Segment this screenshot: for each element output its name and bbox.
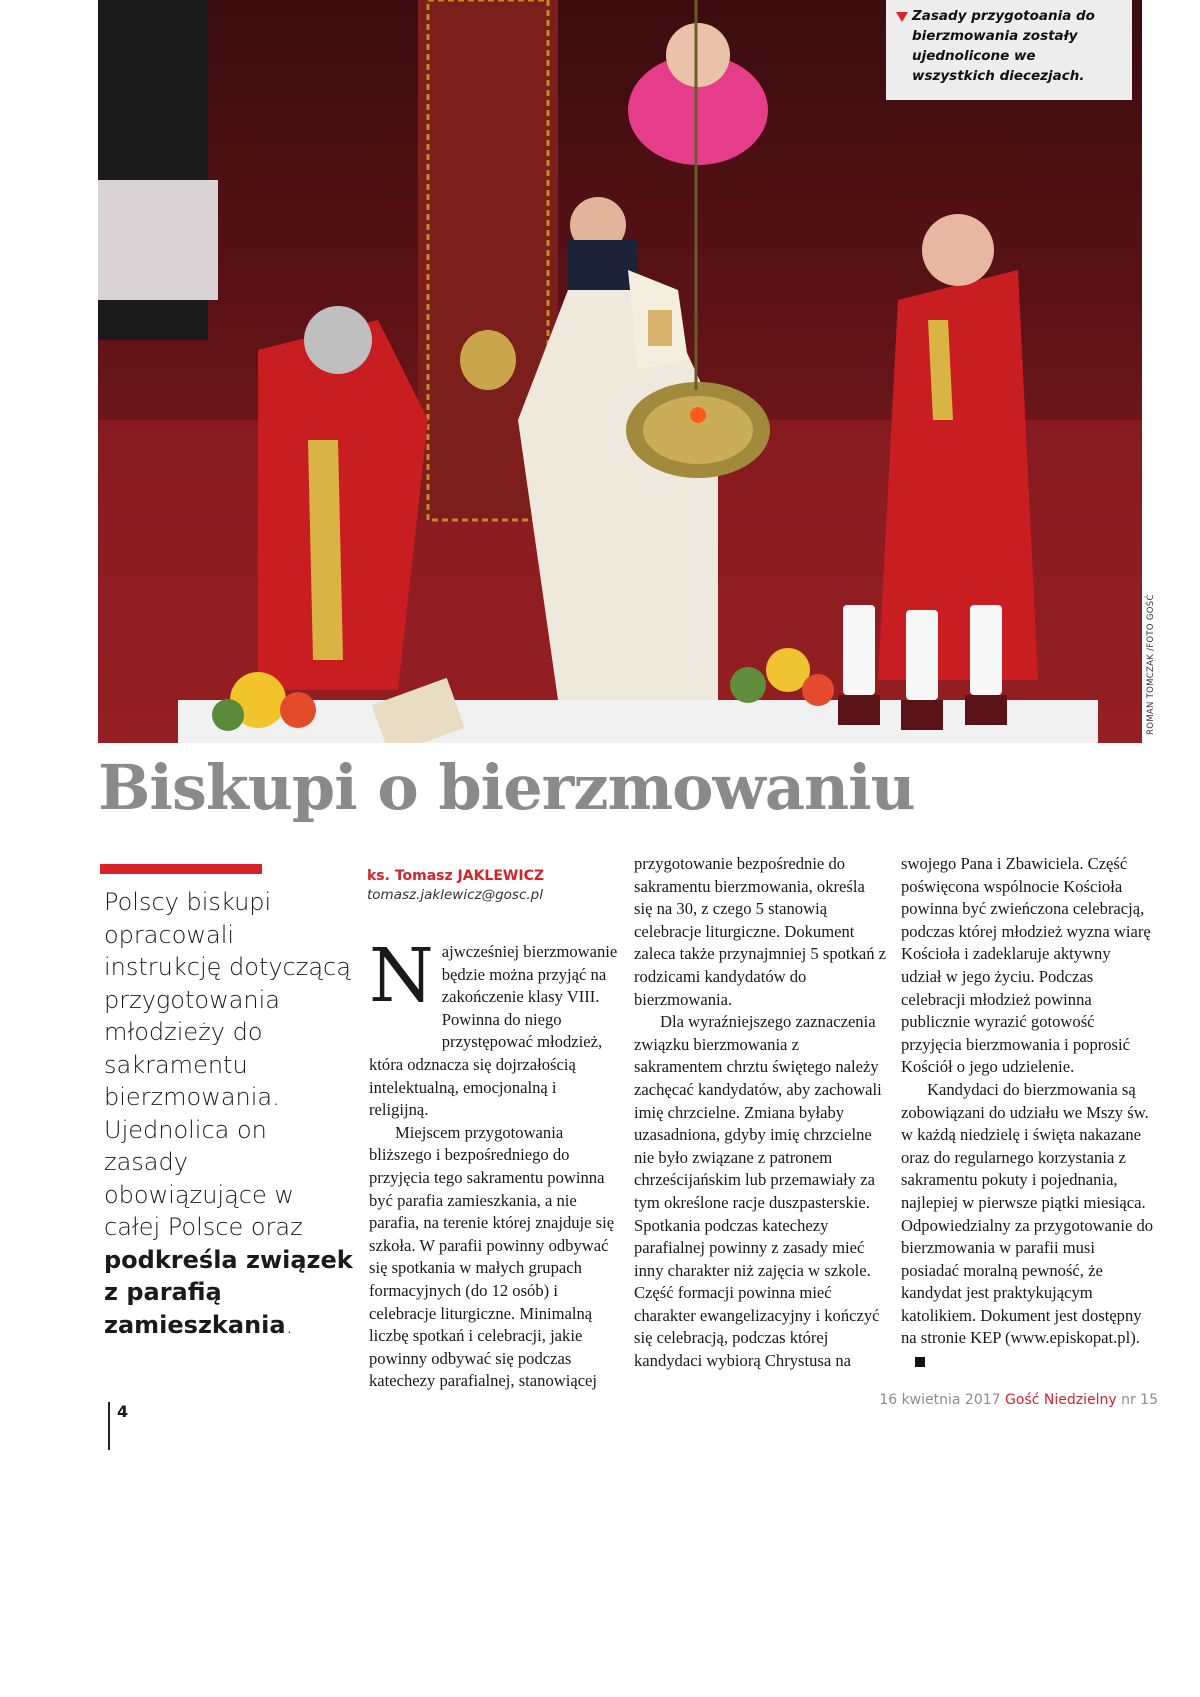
article-column-3 <box>901 853 1155 1373</box>
article-column-1 <box>369 933 619 1393</box>
issue-date: 16 kwietnia 2017 <box>879 1392 1001 1408</box>
author-email: tomasz.jaklewicz@gosc.pl <box>367 887 543 903</box>
page-number-rule <box>108 1402 110 1450</box>
lead-text: Polscy biskupi opracowali instrukcję dotyczącą przygotowania młodzieży do sakramentu bierzmowania. Ujednolica on zasady obowiązujące w całej Polsce oraz <box>104 888 351 1241</box>
lead-emphasis: podkreśla związek z parafią zamieszkania <box>104 1245 353 1339</box>
paragraph: swojego Pana i Zbawiciela. Część poświęcona wspólnocie Kościoła powinna być zwieńczona celebracją, podczas której młodzież wyzna wiarę Kościoła i zadeklaruje aktywny udział w jego życiu. Podczas celebracji młodzież powinna publicznie wyrazić gotowość przyjęcia bierzmowania i poprosić Kościół o jego udzielenie. <box>901 854 1151 1077</box>
photo-illustration <box>98 0 1142 743</box>
photo-caption-text: Zasady przygotoania do bierzmowania zostały ujednolicone we wszystkich diecezjach. <box>912 8 1095 84</box>
lead-accent-rule <box>100 864 262 874</box>
paragraph-text: ajwcześniej bierzmowanie będzie można przyjąć na zakończenie klasy VIII. Powinna do niego przystępować młodzież, która odznacza się dojrzałością intelektualną, emocjonalną i religijną. <box>369 942 618 1120</box>
paragraph-final <box>901 1079 1155 1373</box>
drop-cap: N <box>369 933 434 1019</box>
paragraph: Miejscem przygotowania bliższego i bezpośredniego do przyjęcia tego sakramentu powinna być parafia zamieszkania, a nie parafia, na terenie której znajduje się szkoła. W parafii powinny odbywać się spotkania w małych grupach formacyjnych (do 12 osób) i celebracje liturgiczne. Minimalną liczbę spotkań i celebracji, jakie powinny odbywać się podczas katechezy parafialnej, stanowiącej <box>369 1122 615 1391</box>
article-photo <box>98 0 1142 743</box>
article-lead <box>104 886 354 1341</box>
photo-caption <box>886 0 1132 100</box>
paragraph: Dla wyraźniejszego zaznaczenia związku bierzmowania z sakramentem chrztu świętego należy zachęcać kandydatów, aby zachowali imię chrzcielne. Zmiana byłaby uzasadniona, gdyby imię chrzcielne nie było związane z patronem chrześcijańskim lub przemawiały za tym określone racje duszpasterskie. Spotkania podczas katechezy parafialnej powinny z zasady mieć inny charakter niż zajęcia w szkole. Część formacji powinna mieć charakter ewangelizacyjny i kończyć się celebracją, podczas której kandydaci wybiorą Chrystusa na <box>634 1012 882 1371</box>
article-column-2 <box>634 853 886 1373</box>
page-number: 4 <box>117 1402 129 1421</box>
photo-credit: ROMAN TOMCZAK /FOTO GOŚĆ <box>1146 594 1156 735</box>
author-name: ks. Tomasz JAKLEWICZ <box>367 868 544 884</box>
paragraph: przygotowanie bezpośrednie do sakramentu bierzmowania, określa się na 30, z czego 5 stanowią celebracje liturgiczne. Dokument zaleca także przynajmniej 5 spotkań z rodzicami kandydatów do bierzmowania. <box>634 854 887 1009</box>
paragraph-text: Kandydaci do bierzmowania są zobowiązani do udziału we Mszy św. w każdą niedzielę i święta nakazane oraz do regularnego korzystania z sakramentu pokuty i pojednania, najlepiej w pierwsze piątki miesiąca. Odpowiedzialny za przygotowanie do bierzmowania w parafii musi posiadać moralną pewność, że kandydat jest praktykującym katolikiem. Dokument jest dostępny na stronie KEP (www.episkopat.pl). <box>901 1079 1154 1348</box>
end-of-article-icon <box>915 1357 925 1367</box>
page-footer <box>879 1392 1158 1408</box>
lead-period: . <box>285 1310 294 1339</box>
magazine-name: Gość Niedzielny <box>1005 1392 1117 1408</box>
issue-number: nr 15 <box>1121 1392 1158 1408</box>
caption-marker-icon <box>896 12 908 22</box>
paragraph <box>369 933 619 1122</box>
byline <box>367 868 607 903</box>
article-headline: Biskupi o bierzmowaniu <box>98 751 915 824</box>
